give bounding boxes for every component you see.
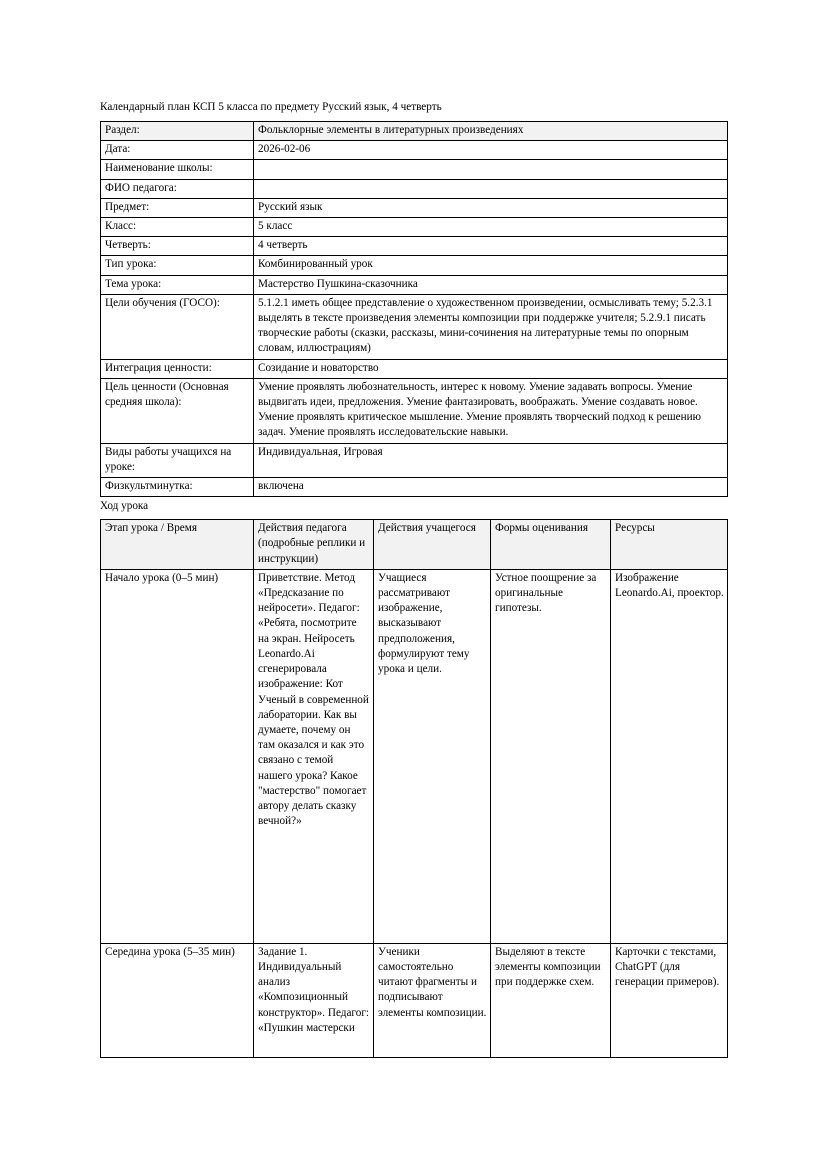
table-row [101, 443, 728, 477]
table-row [101, 237, 728, 256]
table-row [101, 160, 728, 179]
table-row [101, 179, 728, 198]
flow-teacher-cell: Приветствие. Метод «Предсказание по нейросети». Педагог: «Ребята, посмотрите на экран. Нейросеть Leonardo.Ai сгенерировала изображение: Кот Ученый в современной лаборатории. Как вы думаете, почему он там оказался и как это связано с темой нашего урока? Какое "мастерство" помогает автору делать сказку вечной?» [254, 569, 374, 943]
table-row [101, 141, 728, 160]
info-row-value: 2026-02-06 [254, 141, 728, 160]
flow-assessment-cell: Устное поощрение за оригинальные гипотезы. [491, 569, 611, 943]
table-row [101, 569, 728, 943]
info-row-value: Комбинированный урок [254, 256, 728, 275]
flow-resources-cell: Карточки с текстами, ChatGPT (для генерации примеров). [611, 943, 728, 1057]
flow-column-header: Ресурсы [611, 520, 728, 570]
lesson-flow-table-head [101, 520, 728, 570]
table-row [101, 378, 728, 443]
info-row-value: Мастерство Пушкина-сказочника [254, 275, 728, 294]
info-row-value: 5 класс [254, 218, 728, 237]
flow-column-header: Действия учащегося [374, 520, 491, 570]
flow-column-header: Действия педагога (подробные реплики и инструкции) [254, 520, 374, 570]
flow-stage-cell: Начало урока (0–5 мин) [101, 569, 254, 943]
flow-resources-cell: Изображение Leonardo.Ai, проектор. [611, 569, 728, 943]
table-row [101, 478, 728, 497]
lesson-info-table-body [101, 122, 728, 497]
flow-stage-cell: Середина урока (5–35 мин) [101, 943, 254, 1057]
info-row-label: Виды работы учащихся на уроке: [101, 443, 254, 477]
info-row-value: Умение проявлять любознательность, интерес к новому. Умение задавать вопросы. Умение выдвигать идеи, предложения. Умение фантазировать, воображать. Умение создавать новое. Умение проявлять критическое мышление. Умение проявлять творческий подход к решению задач. Умение проявлять исследовательские навыки. [254, 378, 728, 443]
info-row-value: 4 четверть [254, 237, 728, 256]
info-row-value: Индивидуальная, Игровая [254, 443, 728, 477]
table-row [101, 294, 728, 359]
info-row-label: Тип урока: [101, 256, 254, 275]
info-row-label: ФИО педагога: [101, 179, 254, 198]
info-row-label: Интеграция ценности: [101, 359, 254, 378]
info-row-value [254, 179, 728, 198]
table-row [101, 198, 728, 217]
table-row [101, 218, 728, 237]
info-row-label: Физкультминутка: [101, 478, 254, 497]
flow-student-cell: Учащиеся рассматривают изображение, высказывают предположения, формулируют тему урока и цели. [374, 569, 491, 943]
flow-column-header: Формы оценивания [491, 520, 611, 570]
info-row-label: Цели обучения (ГОСО): [101, 294, 254, 359]
flow-heading: Ход урока [100, 500, 149, 513]
info-row-value: Фольклорные элементы в литературных произведениях [254, 122, 728, 141]
lesson-flow-table-body [101, 569, 728, 1057]
info-row-value: 5.1.2.1 иметь общее представление о художественном произведении, осмысливать тему; 5.2.3.1 выделять в тексте произведения элементы композиции при поддержке учителя; 5.2.9.1 писать творческие работы (сказки, рассказы, мини-сочинения на литературные темы по опорным словам, иллюстрациям) [254, 294, 728, 359]
info-row-value: включена [254, 478, 728, 497]
table-row [101, 256, 728, 275]
info-row-label: Цель ценности (Основная средняя школа): [101, 378, 254, 443]
table-row [101, 359, 728, 378]
lesson-flow-table [100, 519, 728, 1058]
flow-column-header: Этап урока / Время [101, 520, 254, 570]
info-row-value: Созидание и новаторство [254, 359, 728, 378]
info-row-label: Класс: [101, 218, 254, 237]
table-row [101, 122, 728, 141]
flow-teacher-cell: Задание 1. Индивидуальный анализ «Композиционный конструктор». Педагог: «Пушкин мастерски [254, 943, 374, 1057]
info-row-value: Русский язык [254, 198, 728, 217]
info-row-label: Предмет: [101, 198, 254, 217]
info-row-label: Дата: [101, 141, 254, 160]
table-row [101, 943, 728, 1057]
table-header-row [101, 520, 728, 570]
info-row-label: Наименование школы: [101, 160, 254, 179]
info-row-label: Раздел: [101, 122, 254, 141]
page-title: Календарный план КСП 5 класса по предмету Русский язык, 4 четверть [100, 101, 442, 113]
info-row-value [254, 160, 728, 179]
info-row-label: Четверть: [101, 237, 254, 256]
flow-assessment-cell: Выделяют в тексте элементы композиции при поддержке схем. [491, 943, 611, 1057]
lesson-info-table [100, 121, 728, 497]
flow-student-cell: Ученики самостоятельно читают фрагменты и подписывают элементы композиции. [374, 943, 491, 1057]
table-row [101, 275, 728, 294]
info-row-label: Тема урока: [101, 275, 254, 294]
